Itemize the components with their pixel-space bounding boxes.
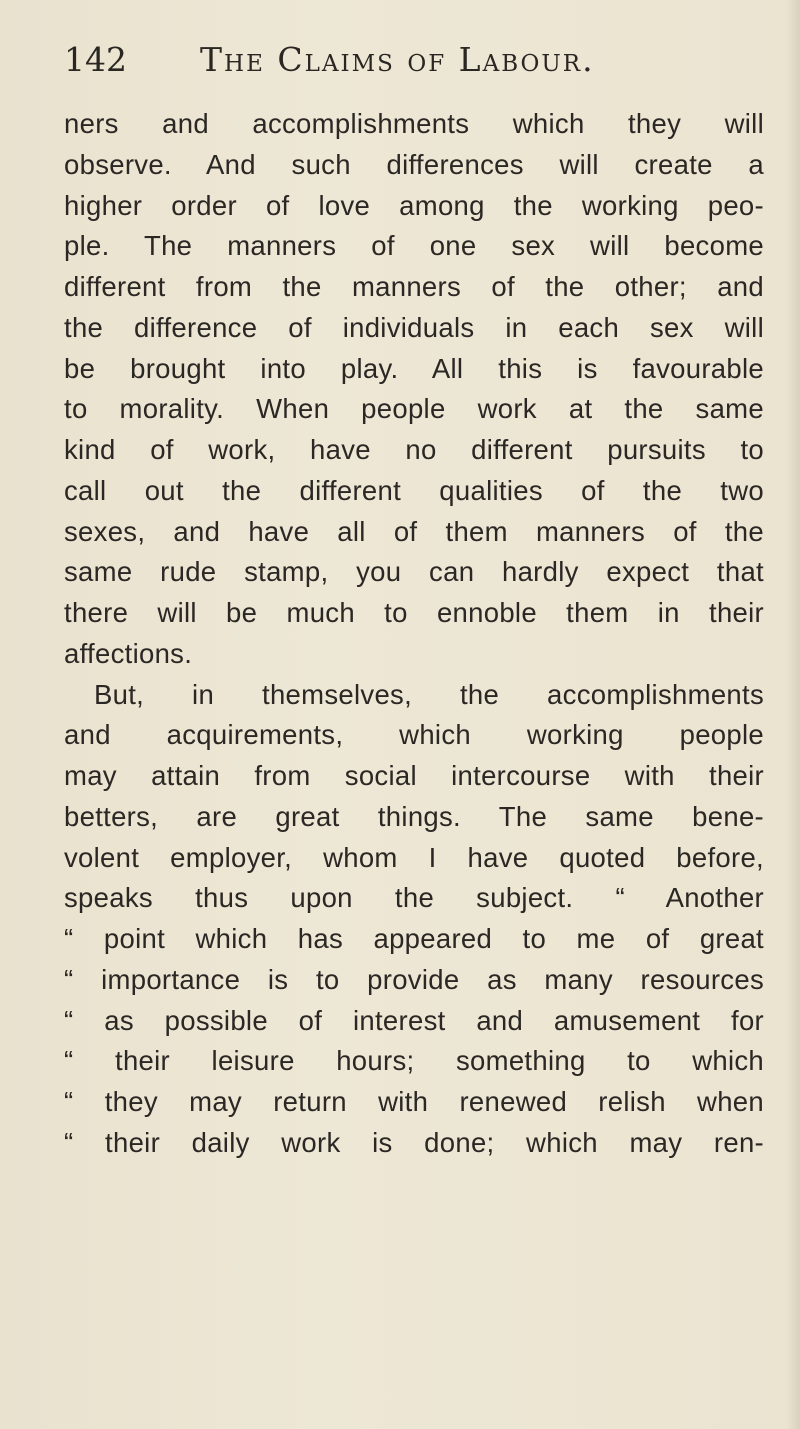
text-line-6: the difference of individuals in each sex will <box>64 311 764 343</box>
text-line-3: higher order of love among the working peo- <box>64 189 764 221</box>
text-line-22: “ importance is to provide as many resources <box>64 963 764 995</box>
page-edge-shadow <box>786 0 800 1429</box>
page-number: 142 <box>64 40 127 79</box>
text-line-5: different from the manners of the other; and <box>64 271 764 302</box>
text-line-14: affections. <box>64 637 193 669</box>
text-line-13: there will be much to ennoble them in their <box>64 597 764 628</box>
text-line-1: ners and accomplishments which they will <box>64 108 764 139</box>
body-text <box>64 104 764 1164</box>
text-line-26: “ their daily work is done; which may ren- <box>64 1126 764 1158</box>
text-line-21: “ point which has appeared to me of great <box>64 923 764 954</box>
text-line-4: ple. The manners of one sex will become <box>64 230 764 262</box>
text-line-23: “ as possible of interest and amusement for <box>64 1004 764 1036</box>
page-header <box>64 40 744 90</box>
text-line-2: observe. And such differences will create a <box>64 148 764 180</box>
text-line-25: “ they may return with renewed relish when <box>64 1086 764 1117</box>
text-line-8: to morality. When people work at the same <box>64 393 764 425</box>
text-line-7: be brought into play. All this is favourable <box>64 352 764 384</box>
text-line-10: call out the different qualities of the two <box>64 474 764 506</box>
text-line-20: speaks thus upon the subject. “ Another <box>64 882 764 914</box>
text-line-16: and acquirements, which working people <box>64 719 764 751</box>
text-line-17: may attain from social intercourse with their <box>64 760 764 791</box>
text-line-12: same rude stamp, you can hardly expect that <box>64 556 764 588</box>
text-line-18: betters, are great things. The same bene- <box>64 800 764 832</box>
text-line-19: volent employer, whom I have quoted before, <box>64 841 764 873</box>
text-line-9: kind of work, have no different pursuits to <box>64 434 764 465</box>
text-line-24: “ their leisure hours; something to which <box>64 1045 764 1077</box>
text-line-15: But, in themselves, the accomplishments <box>94 678 764 710</box>
text-line-11: sexes, and have all of them manners of the <box>64 515 764 547</box>
running-title: The Claims of Labour. <box>200 40 595 79</box>
